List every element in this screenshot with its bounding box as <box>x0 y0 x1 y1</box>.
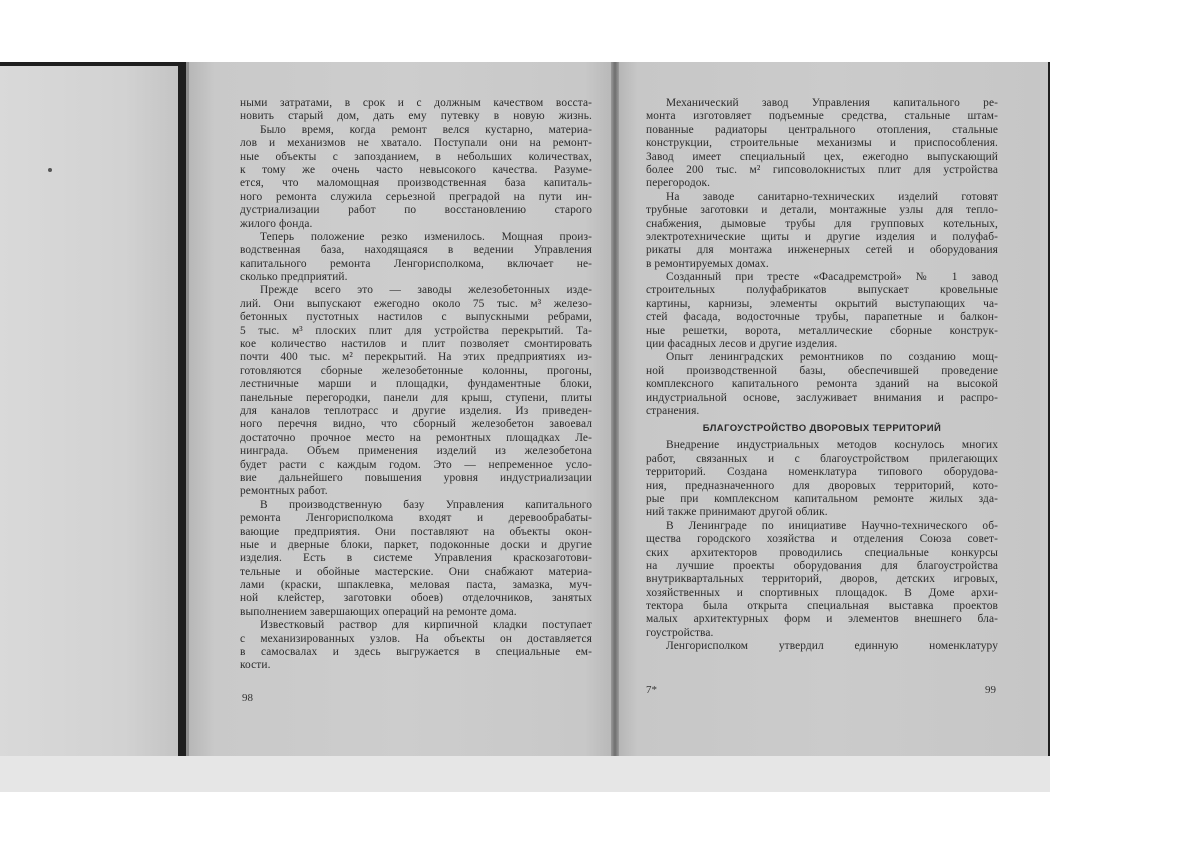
text-line: пованные радиаторы центрального отопления, стальные <box>646 123 998 136</box>
text-line: перегородок. <box>646 177 711 190</box>
text-line: строительных полуфабрикатов выпускает кровельные <box>646 284 998 297</box>
scan-bottom-strip <box>0 756 1050 792</box>
text-line: капитального ремонта Ленгорисполкома, включает не- <box>240 257 592 270</box>
text-line: достаточно прочное место на ремонтных площадках Ле- <box>240 431 592 444</box>
text-line: стей фасада, водосточные трубы, парапетные и балкон- <box>646 311 998 324</box>
text-line: ния, предназначенного для дворовых территорий, кото- <box>646 479 998 492</box>
text-line: ется, что маломощная производственная база капиталь- <box>240 177 592 190</box>
text-line: лестничные марши и площадки, фундаментные блоки, <box>240 378 592 391</box>
text-line: тельные и обойные мастерские. Они снабжают материа- <box>240 565 592 578</box>
text-line: выполнением завершающих операций на ремонте дома. <box>240 605 517 618</box>
text-line: вающие предприятия. Они поставляют на объекты окон- <box>240 525 592 538</box>
text-line: ные и дверные блоки, паркет, подоконные доски и другие <box>240 538 592 551</box>
text-line: Теперь положение резко изменилось. Мощная произ- <box>260 230 592 243</box>
text-line: панельные перегородки, панели для крыш, ступени, плиты <box>240 391 592 404</box>
text-line: Было время, когда ремонт велся кустарно, материа- <box>260 123 592 136</box>
text-line: изделия. Есть в системе Управления краскозаготови- <box>240 552 592 565</box>
text-line: кое количество настилов и плит позволяет смонтировать <box>240 338 592 351</box>
text-line: тектора была открыта специальная выставка проектов <box>646 600 998 613</box>
text-line: ные решетки, ворота, металлические сборные конструк- <box>646 324 998 337</box>
text-line: ний также принимают другой облик. <box>646 506 828 519</box>
text-line: 5 тыс. м³ плоских плит для устройства перекрытий. Та- <box>240 324 592 337</box>
text-line: для каналов теплотрасс и другие изделия. Из приведен- <box>240 404 592 417</box>
text-line: территорий. Создана номенклатура типового оборудова- <box>646 466 998 479</box>
text-line: странения. <box>646 404 700 417</box>
text-line: ремонтных работ. <box>240 485 328 498</box>
text-line: Созданный при тресте «Фасадремстрой» № 1 завод <box>666 271 998 284</box>
text-line: конструкции, строительные механизмы и приспособления. <box>646 137 998 150</box>
text-line: Известковый раствор для кирпичной кладки поступает <box>260 619 592 632</box>
text-line: вие дальнейшего повышения уровня индустриализации <box>240 471 592 484</box>
text-line: индустриальной основе, заслуживает внимания и распро- <box>646 391 998 404</box>
text-line: водственная база, находящаяся в ведении Управления <box>240 244 592 257</box>
speck-mark <box>48 168 52 172</box>
section-heading: БЛАГОУСТРОЙСТВО ДВОРОВЫХ ТЕРРИТОРИЙ <box>702 423 942 435</box>
text-line: комплексного капитального ремонта зданий на высокой <box>646 378 998 391</box>
page-number: 99 <box>985 684 996 696</box>
text-line: ного перечня видно, что сборный железобетон завоевал <box>240 418 592 431</box>
text-line: кости. <box>240 659 271 672</box>
text-line: готовляются сборные железобетонные колонны, прогоны, <box>240 364 592 377</box>
text-line: снабжения, дымовые трубы для групповых котельных, <box>646 217 998 230</box>
text-line: лов и механизмов не хватало. Поступали они на ремонт- <box>240 137 592 150</box>
text-line: рые при комплексном капитальном ремонте жилых зда- <box>646 492 998 505</box>
text-line: хозяйственных и спортивных площадок. В Доме архи- <box>646 586 998 599</box>
text-line: ремонта Ленгорисполкома входят и деревообрабаты- <box>240 512 592 525</box>
text-line: В Ленинграде по инициативе Научно-технического об- <box>666 519 998 532</box>
right-page-text <box>646 97 998 654</box>
text-line: ции фасадных лесов и другие изделия. <box>646 338 838 351</box>
text-line: Механический завод Управления капитального ре- <box>666 97 998 109</box>
text-line: лий. Они выпускают ежегодно около 75 тыс. м³ железо- <box>240 297 592 310</box>
text-line: Опыт ленинградских ремонтников по созданию мощ- <box>666 351 998 364</box>
text-line: ной производственной базы, обеспечившей проведение <box>646 364 998 377</box>
text-line: малых архитектурных форм и элементов внешнего бла- <box>646 613 998 626</box>
left-page-text <box>240 97 592 673</box>
page-number: 98 <box>242 692 253 704</box>
text-line: сколько предприятий. <box>240 271 348 284</box>
text-line: В производственную базу Управления капитального <box>260 498 592 511</box>
text-line: картины, карнизы, элементы окрытий выступающих ча- <box>646 297 998 310</box>
text-line: в ремонтируемых домах. <box>646 257 769 270</box>
text-line: жилого фонда. <box>240 217 313 230</box>
text-line: работ, связанных и с благоустройством прилегающих <box>646 452 998 465</box>
text-line: дустриализации работ по восстановлению старого <box>240 204 592 217</box>
text-line: электротехнические щиты и другие изделия и полуфаб- <box>646 230 998 243</box>
text-line: внутриквартальных территорий, дворов, детских игровых, <box>646 573 998 586</box>
text-line: рикаты для монтажа инженерных сетей и оборудования <box>646 244 998 257</box>
text-line: щества городского хозяйства и отделения Союза совет- <box>646 533 998 546</box>
text-line: монта изготовляет подъемные средства, стальные штам- <box>646 110 998 123</box>
text-line: будет расти с каждым годом. Это — непременное усло- <box>240 458 592 471</box>
text-line: Внедрение индустриальных методов коснулось многих <box>666 439 998 452</box>
text-line: нинграда. Объем применения изделий из железобетона <box>240 445 592 458</box>
text-line: ного ремонта служила серьезной преградой на пути ин- <box>240 190 592 203</box>
text-line: в самосвалах и здесь выгружается в специальные ем- <box>240 646 592 659</box>
text-line: более 200 тыс. м² гипсоволокнистых плит для устройства <box>646 163 998 176</box>
text-line: трубные заготовки и детали, монтажные узлы для тепло- <box>646 204 998 217</box>
text-line: гоустройства. <box>646 626 714 639</box>
text-line: На заводе санитарно-технических изделий готовят <box>666 190 998 203</box>
text-line: ными затратами, в срок и с должным качеством восста- <box>240 97 592 109</box>
text-line: ной клейстер, заготовки обоев) отделочников, занятых <box>240 592 592 605</box>
background-sheet <box>0 66 178 756</box>
book-gutter <box>611 62 619 756</box>
text-line: новить старый дом, дать ему путевку в новую жизнь. <box>240 110 592 123</box>
signature-mark: 7* <box>646 684 657 696</box>
text-line: почти 400 тыс. м² перекрытий. На этих предприятиях из- <box>240 351 592 364</box>
text-line: Ленгорисполком утвердил единную номенклатуру <box>666 640 998 653</box>
text-line: с механизированных узлов. На объекты он доставляется <box>240 632 592 645</box>
text-line: бетонных пустотных настилов с выпускными ребрами, <box>240 311 592 324</box>
text-line: к тому же очень часто невысокого качества. Разуме- <box>240 163 592 176</box>
text-line: Прежде всего это — заводы железобетонных изде- <box>260 284 592 297</box>
text-line: ских архитекторов проводились специальные конкурсы <box>646 546 998 559</box>
text-line: на лучшие проекты оборудования для благоустройства <box>646 559 998 572</box>
text-line: Завод имеет специальный цех, ежегодно выпускающий <box>646 150 998 163</box>
text-line: ные объекты с запозданием, в небольших количествах, <box>240 150 592 163</box>
text-line: лами (краски, шпаклевка, меловая паста, замазка, муч- <box>240 579 592 592</box>
